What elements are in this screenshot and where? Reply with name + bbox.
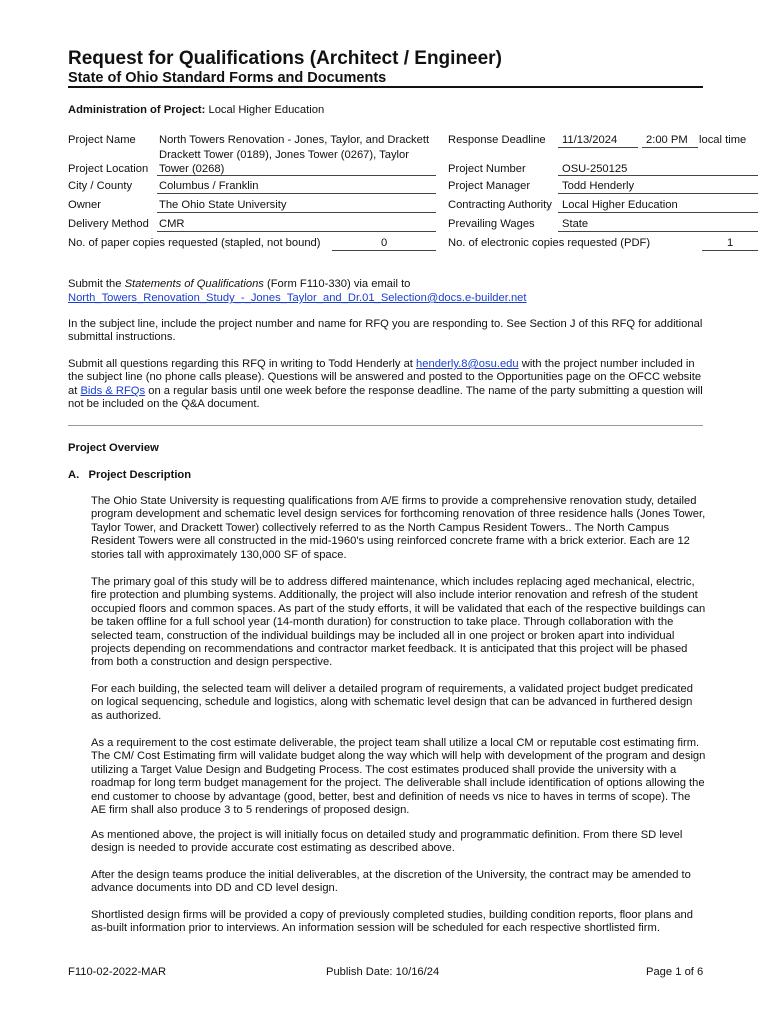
electronic-copies-line	[702, 250, 758, 251]
city-county-value: Columbus / Franklin	[159, 180, 259, 192]
project-number-line	[558, 175, 758, 176]
response-deadline-date-line	[558, 147, 638, 148]
owner-line	[157, 212, 436, 213]
description-paragraph-7: Shortlisted design firms will be provided a copy of previously completed studies, building condition reports, floor plans and as-built information prior to interviews. An information session will be scheduled for each respective shortlisted firm.	[91, 909, 693, 935]
paper-copies-value: 0	[381, 237, 388, 249]
prevailing-wages-value: State	[562, 218, 589, 230]
footer-page-number: Page 1 of 6	[646, 966, 704, 978]
project-manager-value: Todd Henderly	[562, 180, 635, 192]
description-paragraph-5: As mentioned above, the project is will initially focus on detailed study and programmatic definition. From there SD level design is needed to provide accurate cost estimating as described above.	[91, 829, 683, 855]
footer-form-id: F110-02-2022-MAR	[68, 966, 167, 978]
project-manager-label: Project Manager	[448, 180, 531, 192]
footer-publish-date: Publish Date: 10/16/24	[326, 966, 440, 978]
submit-form-name: Statements of Qualifications	[124, 278, 264, 290]
prevailing-wages-label: Prevailing Wages	[448, 218, 535, 230]
project-number-label: Project Number	[448, 163, 526, 175]
page-subtitle: State of Ohio Standard Forms and Documents	[68, 70, 387, 86]
description-paragraph-6: After the design teams produce the initial deliverables, at the discretion of the University, the contract may be amended to advance documents into DD and CD level design.	[91, 869, 691, 895]
paper-copies-line	[332, 250, 436, 251]
description-paragraph-4: As a requirement to the cost estimate deliverable, the project team shall utilize a local CM or reputable cost estimating firm. The CM/ Cost Estimating firm will validate budget along the way which will help with development of the program and design utilizing a Target Value Design and Budgeting Process. The cost estimates produced shall provide the university with a roadmap for long term budget management for the project. The deliverable shall include identification of options allowing the end customer to choose by advantage (good, better, best and definition of needs vs nice to haves in terms of scope). The AE firm shall also produce 3 to 5 renderings of proposed design.	[91, 737, 706, 817]
title-rule	[68, 86, 703, 88]
section-divider	[68, 425, 703, 426]
questions-instructions	[68, 358, 708, 412]
administration-row	[68, 104, 324, 116]
project-number-value: OSU-250125	[562, 163, 628, 175]
electronic-copies-label: No. of electronic copies requested (PDF)	[448, 237, 651, 249]
administration-value: Local Higher Education	[208, 104, 325, 116]
description-paragraph-3: For each building, the selected team will deliver a detailed program of requirements, a validated project budget predicated on logical sequencing, schedule and logistics, along with schematic level design that can be advanced in furthered design as authorized.	[91, 683, 693, 722]
project-overview-heading: Project Overview	[68, 442, 159, 454]
page-title: Request for Qualifications (Architect / Engineer)	[68, 48, 502, 69]
questions-text-mid: with the project number included in the subject line (no phone calls please). Questions will be answered and posted to the Opportunities page on the OFCC website at	[68, 358, 702, 397]
subject-line-instructions: In the subject line, include the project number and name for RFQ you are responding to. See Section J of this RFQ for additional submittal instructions.	[68, 318, 703, 344]
project-location-value: Tower (0268)	[159, 163, 225, 175]
response-deadline-suffix: local time	[699, 134, 747, 146]
project-name-label: Project Name	[68, 134, 136, 146]
description-paragraph-1: The Ohio State University is requesting qualifications from A/E firms to provide a comprehensive renovation study, detailed program development and schematic level design services for forthcoming renovation of three residence halls (Jones Tower, Taylor Tower, and Drackett Tower) collectively referred to as the North Campus Resident Towers.. The North Campus Resident Towers were all constructed in the mid-1960's using reinforced concrete frame with a brick exterior. Each are 12 stories tall with approximately 130,000 SF of space.	[91, 495, 706, 561]
project-location-line	[157, 175, 436, 176]
description-paragraph-2: The primary goal of this study will be to address differed maintenance, which includes replacing aged mechanical, electric, fire protection and plumbing systems. Additionally, the project will also include interior renovation and refresh of the student occupied floors and common spaces. As part of the study efforts, it will be validated that each of the respective buildings can be taken offline for a full school year (14-month duration) for construction to take place. Through collaboration with the selected team, construction of the individual buildings may be included all in one project or broken apart into individual projects depending on recommendations and contractor market feedback. It is anticipated that this project will be phased from both a construction and design perspective.	[91, 576, 706, 669]
administration-label: Administration of Project:	[68, 104, 206, 116]
submit-text-pre: Submit the	[68, 278, 125, 290]
contracting-authority-line	[558, 212, 758, 213]
owner-value: The Ohio State University	[159, 199, 287, 211]
submit-instructions	[68, 278, 410, 290]
electronic-copies-value: 1	[727, 237, 734, 249]
response-deadline-time: 2:00 PM	[646, 134, 688, 146]
project-name-value: North Towers Renovation - Jones, Taylor, and Drackett	[159, 134, 430, 146]
project-name-value-2: Drackett Tower (0189), Jones Tower (0267), Taylor	[159, 149, 409, 161]
submission-email-link[interactable]: North_Towers_Renovation_Study_-_Jones_Taylor_and_Dr.01_Selection@docs.e-builder.net	[68, 292, 527, 304]
paper-copies-label: No. of paper copies requested (stapled, not bound)	[68, 237, 321, 249]
project-manager-line	[558, 193, 758, 194]
bids-rfqs-link[interactable]: Bids & RFQs	[80, 384, 146, 397]
contracting-authority-value: Local Higher Education	[562, 199, 678, 211]
delivery-method-label: Delivery Method	[68, 218, 149, 230]
city-county-label: City / County	[68, 180, 133, 192]
response-deadline-label: Response Deadline	[448, 134, 546, 146]
questions-text-pre: Submit all questions regarding this RFQ in writing to Todd Henderly at	[68, 358, 417, 370]
owner-label: Owner	[68, 199, 101, 211]
prevailing-wages-line	[558, 231, 758, 232]
response-deadline-time-line	[642, 147, 698, 148]
project-location-label: Project Location	[68, 163, 149, 175]
city-county-line	[157, 193, 436, 194]
contracting-authority-label: Contracting Authority	[448, 199, 552, 211]
response-deadline-date: 11/13/2024	[562, 134, 618, 146]
contact-email-link[interactable]: henderly.8@osu.edu	[416, 358, 519, 370]
project-description-heading: A. Project Description	[68, 469, 192, 481]
questions-text-post: on a regular basis until one week before the response deadline. The name of the party submitting a question will not be included on the Q&A document.	[68, 384, 703, 411]
delivery-method-line	[157, 231, 436, 232]
submit-text-post: (Form F110-330) via email to	[263, 278, 411, 290]
delivery-method-value: CMR	[159, 218, 185, 230]
